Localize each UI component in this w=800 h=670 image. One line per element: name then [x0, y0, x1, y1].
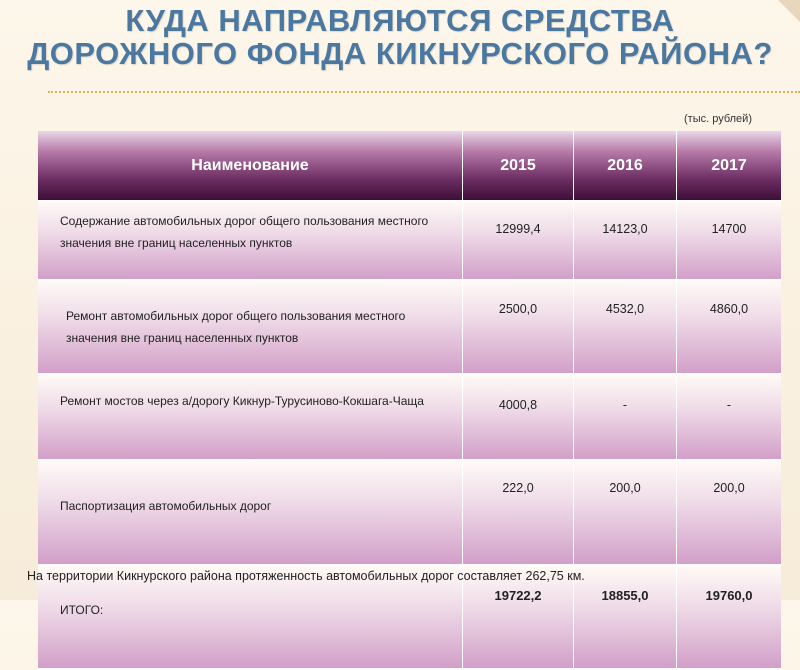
row-name: Содержание автомобильных дорог общего пользования местного значения вне границ населенных пунктов [38, 202, 463, 281]
total-2015: 19722,2 [494, 588, 542, 603]
total-2017: 19760,0 [705, 588, 753, 603]
total-label: ИТОГО: [38, 566, 463, 670]
value-2015: 4000,8 [498, 398, 538, 412]
value-2016: 4532,0 [605, 302, 645, 316]
cell-2017 [677, 202, 781, 281]
title-line-1: КУДА НАПРАВЛЯЮТСЯ СРЕДСТВА [125, 3, 675, 38]
cell-2015 [463, 375, 574, 461]
value-2017: 200,0 [713, 481, 745, 495]
row-name: Паспортизация автомобильных дорог [38, 461, 463, 566]
cell-2016 [574, 375, 677, 461]
table-row [38, 202, 781, 281]
cell-2015 [463, 202, 574, 281]
title-line-2: ДОРОЖНОГО ФОНДА КИКНУРСКОГО РАЙОНА? [27, 36, 773, 71]
value-2016: 14123,0 [602, 222, 648, 236]
page-title [20, 4, 780, 70]
cell-2017 [677, 461, 781, 566]
header-2017: 2017 [677, 131, 781, 202]
total-2016: 18855,0 [601, 588, 649, 603]
value-2016: - [622, 398, 628, 412]
header-2016: 2016 [574, 131, 677, 202]
footer-note: На территории Кикнурского района протяженность автомобильных дорог составляет 262,75 км. [27, 569, 585, 583]
title-divider [48, 91, 800, 93]
value-2017: 14700 [711, 222, 747, 236]
value-2015: 2500,0 [498, 302, 538, 316]
row-name: Ремонт автомобильных дорог общего пользования местного значения вне границ населенных пунктов [38, 281, 463, 375]
table-row [38, 281, 781, 375]
funding-table [38, 131, 781, 670]
cell-2016 [574, 202, 677, 281]
cell-2015 [463, 461, 574, 566]
units-note: (тыс. рублей) [684, 113, 752, 125]
value-2017: 4860,0 [709, 302, 749, 316]
value-2015: 12999,4 [495, 222, 541, 236]
cell-2016 [574, 281, 677, 375]
header-name: Наименование [38, 131, 463, 202]
value-2016: 200,0 [609, 481, 641, 495]
value-2015: 222,0 [502, 481, 534, 495]
row-name: Ремонт мостов через а/дорогу Кикнур-Турусиново-Кокшага-Чаща [38, 375, 463, 461]
cell-2017 [677, 281, 781, 375]
header-2015: 2015 [463, 131, 574, 202]
value-2017: - [726, 398, 732, 412]
cell-2015 [463, 281, 574, 375]
cell-2017 [677, 375, 781, 461]
table-header-row [38, 131, 781, 202]
cell-2016 [574, 461, 677, 566]
table-row [38, 461, 781, 566]
cell-2017 [677, 566, 781, 670]
table-row [38, 375, 781, 461]
corner-decoration [778, 0, 800, 22]
